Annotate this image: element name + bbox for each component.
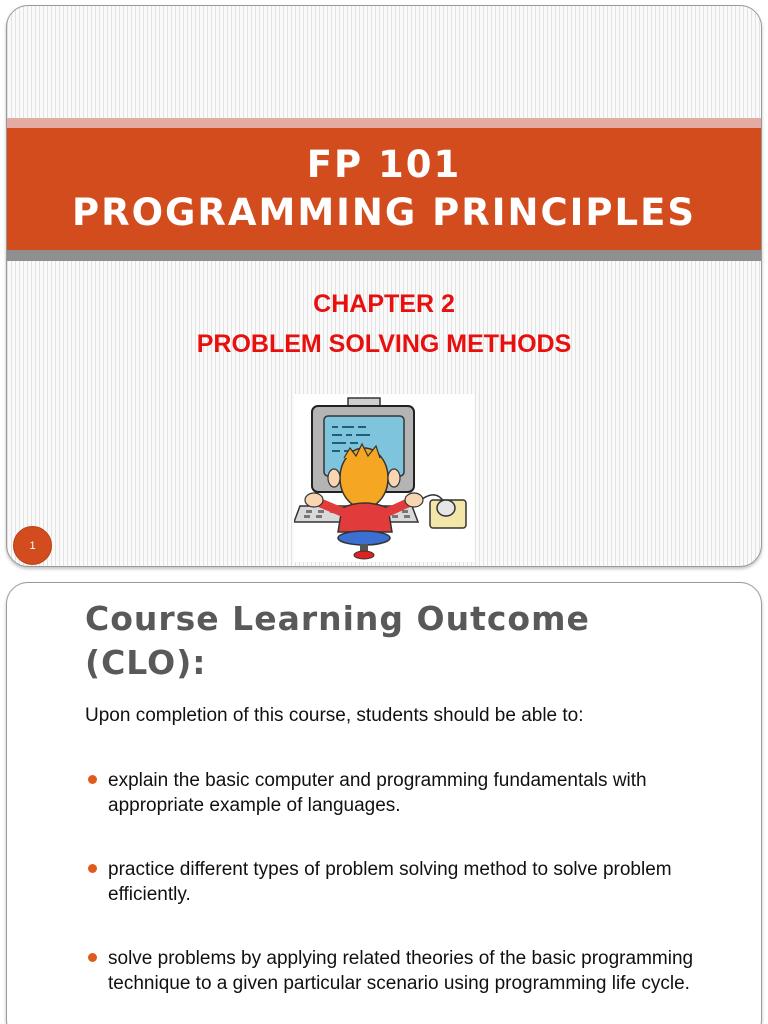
clo-heading-line2: (CLO): (85, 643, 207, 682)
title-band (7, 128, 761, 250)
title-band-accent-bottom (7, 250, 761, 261)
bullet-icon (88, 953, 97, 962)
outcome-list (85, 768, 735, 1024)
chapter-number: CHAPTER 2 (313, 290, 455, 318)
outcome-item (85, 857, 735, 907)
clo-intro-text: Upon completion of this course, students should be able to: (85, 705, 584, 726)
slide-number-badge: 1 (13, 526, 52, 565)
chapter-title: PROBLEM SOLVING METHODS (196, 330, 572, 358)
clo-slide (6, 582, 762, 1024)
outcome-item (85, 946, 735, 996)
outcome-text: explain the basic computer and programming fundamentals with appropriate example of languages. (108, 770, 647, 816)
course-name-title: PROGRAMMING PRINCIPLES (71, 191, 697, 234)
clo-heading (85, 597, 725, 685)
course-code-title: FP 101 (306, 143, 462, 186)
outcome-item (85, 768, 735, 818)
outcome-text: solve problems by applying related theories of the basic programming technique to a given particular scenario using programming life cycle. (108, 948, 694, 994)
title-band-accent-top (7, 118, 761, 128)
programmer-clipart (294, 394, 475, 562)
bullet-icon (88, 864, 97, 873)
outcome-text: practice different types of problem solving method to solve problem efficiently. (108, 859, 672, 905)
title-slide (6, 5, 762, 567)
clo-heading-line1: Course Learning Outcome (85, 599, 590, 638)
bullet-icon (88, 775, 97, 784)
